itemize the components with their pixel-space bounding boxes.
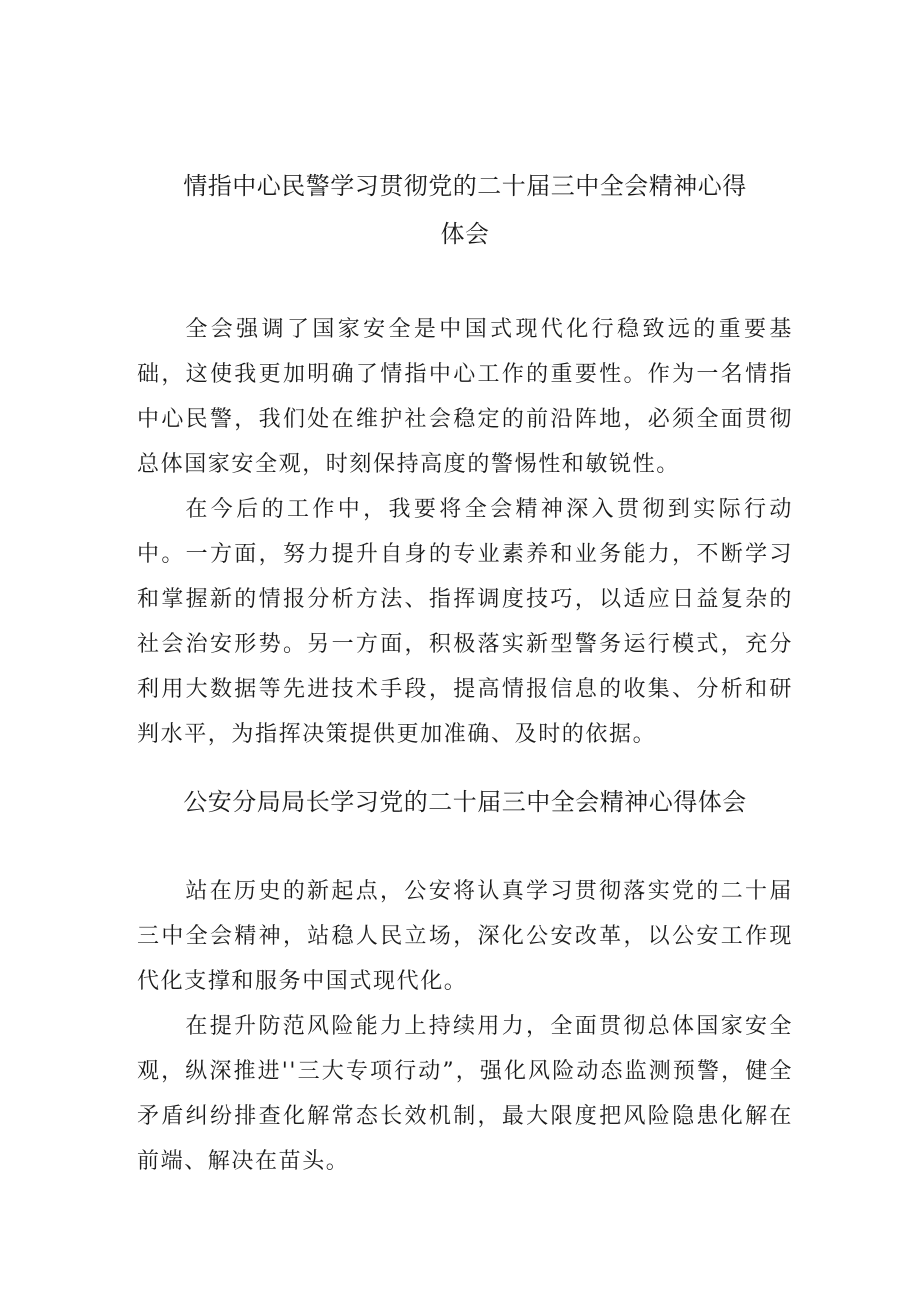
body-paragraph: 全会强调了国家安全是中国式现代化行稳致远的重要基础，这使我更加明确了情指中心工作的重要性。作为一名情指中心民警，我们处在维护社会稳定的前沿阵地，必须全面贯彻总体国家安全观，时刻保持高度的警惕性和敏锐性。 xyxy=(137,317,793,477)
article-title-line: 公安分局局长学习党的二十届三中全会精神心得体会 xyxy=(183,788,747,816)
article-section xyxy=(137,778,793,1184)
article-body xyxy=(137,307,793,757)
body-paragraph: 站在历史的新起点，公安将认真学习贯彻落实党的二十届三中全会精神，站稳人民立场，深化公安改革，以公安工作现代化支撑和服务中国式现代化。 xyxy=(137,879,793,994)
body-paragraph: 在今后的工作中，我要将全会精神深入贯彻到实际行动中。一方面，努力提升自身的专业素养和业务能力，不断学习和掌握新的情报分析方法、指挥调度技巧，以适应日益复杂的社会治安形势。另一方面，积极落实新型警务运行模式，充分利用大数据等先进技术手段，提高情报信息的收集、分析和研判水平，为指挥决策提供更加准确、及时的依据。 xyxy=(137,497,793,747)
article-title xyxy=(137,778,793,826)
article-title xyxy=(137,162,793,258)
body-paragraph: 在提升防范风险能力上持续用力，全面贯彻总体国家安全观，纵深推进''三大专项行动”，强化风险动态监测预警，健全矛盾纠纷排查化解常态长效机制，最大限度把风险隐患化解在前端、解决在苗头。 xyxy=(137,1014,793,1174)
article-body xyxy=(137,869,793,1184)
article-section xyxy=(137,162,793,757)
article-title-line: 情指中心民警学习贯彻党的二十届三中全会精神心得 xyxy=(183,172,747,200)
article-title-line: 体会 xyxy=(440,220,490,248)
